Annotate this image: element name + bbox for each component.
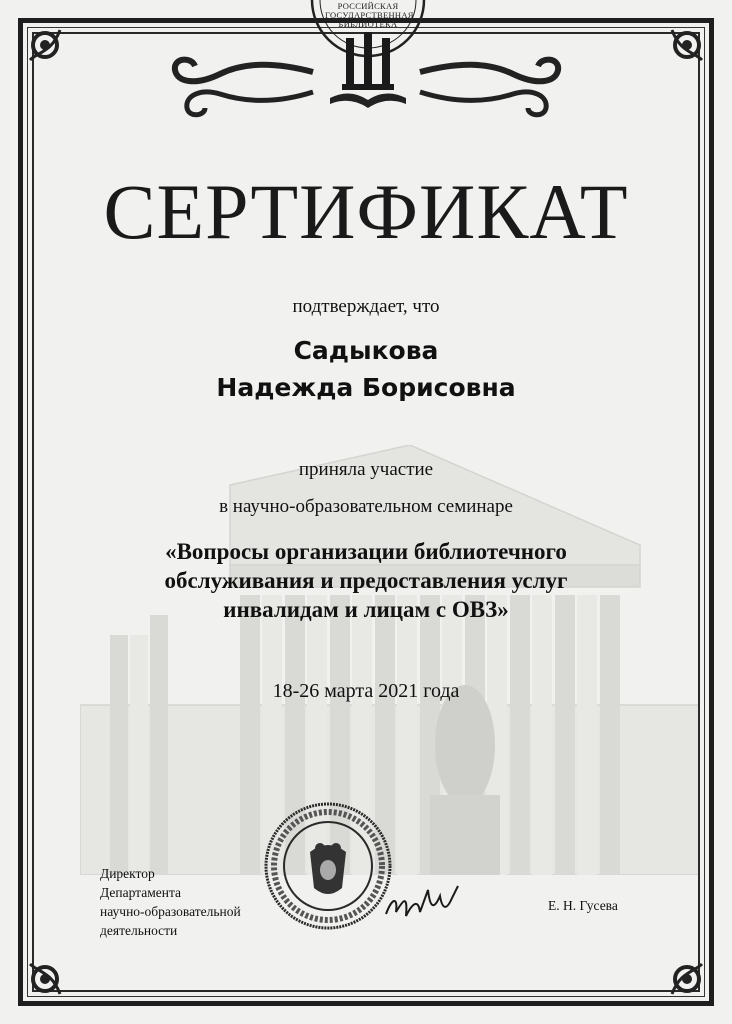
signatory-position-line: Департамента	[100, 885, 182, 900]
seminar-topic	[60, 537, 672, 624]
confirm-line: подтверждает, что	[292, 296, 440, 317]
corner-ornament-bottom-right	[664, 956, 710, 1002]
certificate-title: СЕРТИФИКАТ	[103, 168, 629, 255]
official-seal	[262, 800, 394, 932]
scroll-ornament-right	[418, 52, 568, 122]
seminar-topic-line: инвалидам и лицам с ОВЗ»	[223, 597, 509, 622]
handwritten-signature	[382, 878, 472, 928]
signatory-position-line: научно-образовательной	[100, 904, 241, 919]
library-logo-text: РОССИЙСКАЯ ГОСУДАРСТВЕННАЯ БИБЛИОТЕКА	[325, 1, 414, 29]
scroll-ornament-left	[165, 52, 315, 122]
recipient-surname: Садыкова	[293, 336, 439, 365]
recipient-given-names: Надежда Борисовна	[216, 373, 516, 402]
seminar-topic-line: обслуживания и предоставления услуг	[164, 568, 568, 593]
corner-ornament-top-right	[664, 22, 710, 68]
signatory-position-line: Директор	[100, 866, 155, 881]
participation-line: приняла участие	[298, 459, 434, 480]
signatory-name: Е. Н. Гусева	[548, 898, 618, 913]
corner-ornament-bottom-left	[22, 956, 68, 1002]
corner-ornament-top-left	[22, 22, 68, 68]
seminar-dates: 18-26 марта 2021 года	[272, 680, 460, 702]
seminar-line: в научно-образовательном семинаре	[219, 496, 513, 517]
signatory-position	[100, 864, 241, 940]
seminar-topic-line: «Вопросы организации библиотечного	[165, 539, 567, 564]
signatory-position-line: деятельности	[100, 923, 178, 938]
